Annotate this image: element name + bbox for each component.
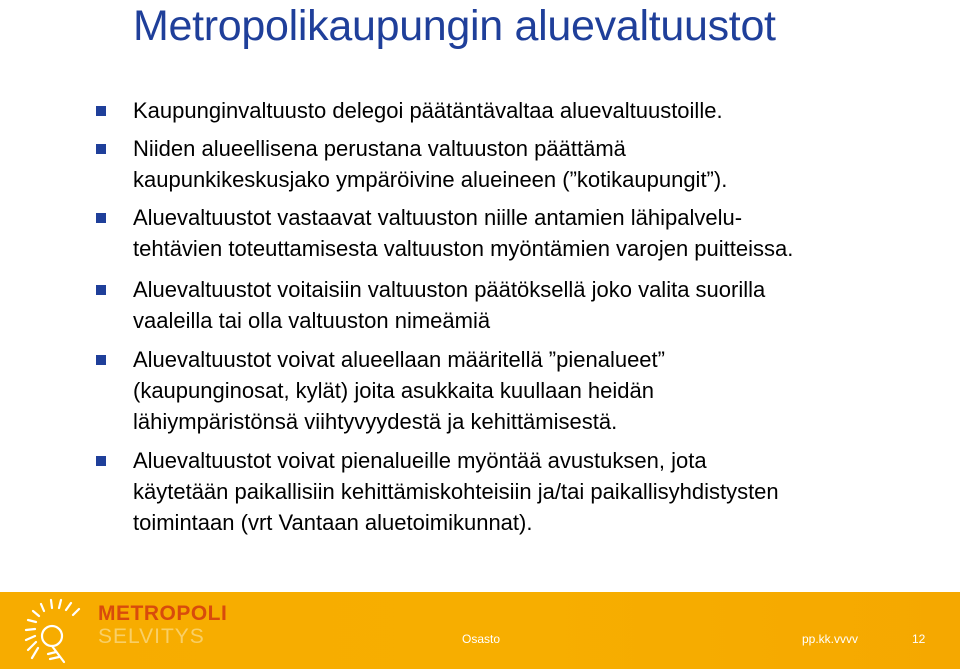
logo-text-selvitys: SELVITYS — [98, 625, 205, 648]
bullet-line: Aluevaltuustot voivat alueellaan määritellä ”pienalueet” — [133, 347, 665, 372]
square-bullet-icon — [96, 285, 106, 295]
slide-title: Metropolikaupungin aluevaltuustot — [133, 2, 776, 50]
footer-bar — [0, 592, 960, 669]
bullet-line: lähiympäristönsä viihtyvyydestä ja kehittämisestä. — [133, 409, 618, 434]
bullet-line: käytetään paikallisiin kehittämiskohteisiin ja/tai paikallisyhdistysten — [133, 479, 779, 504]
bullet-item — [0, 202, 960, 264]
square-bullet-icon — [96, 456, 106, 466]
logo-text-metropoli: METROPOLI — [98, 602, 228, 625]
bullet-line: Aluevaltuustot voivat pienalueille myöntää avustuksen, jota — [133, 448, 707, 473]
square-bullet-icon — [96, 355, 106, 365]
bullet-line: tehtävien toteuttamisesta valtuuston myöntämien varojen puitteissa. — [133, 236, 794, 261]
footer-date: pp.kk.vvvv — [802, 632, 859, 646]
sun-burst-logo-icon — [22, 596, 92, 666]
bullet-line: (kaupunginosat, kylät) joita asukkaita kuullaan heidän — [133, 378, 654, 403]
bullet-line: vaaleilla tai olla valtuuston nimeämiä — [133, 308, 491, 333]
bullet-item — [0, 95, 960, 126]
bullet-list — [0, 95, 960, 538]
square-bullet-icon — [96, 144, 106, 154]
bullet-item — [0, 445, 960, 538]
bullet-item — [0, 344, 960, 437]
square-bullet-icon — [96, 106, 106, 116]
bullet-line: Aluevaltuustot voitaisiin valtuuston päätöksellä joko valita suorilla — [133, 277, 766, 302]
bullet-line: kaupunkikeskusjako ympäröivine alueineen (”kotikaupungit”). — [133, 167, 728, 192]
bullet-line: toimintaan (vrt Vantaan aluetoimikunnat). — [133, 510, 533, 535]
page-number: 12 — [912, 632, 926, 646]
square-bullet-icon — [96, 213, 106, 223]
bullet-line: Kaupunginvaltuusto delegoi päätäntävaltaa aluevaltuustoille. — [133, 98, 723, 123]
footer-department: Osasto — [462, 632, 501, 646]
bullet-item — [0, 133, 960, 195]
bullet-item — [0, 274, 960, 336]
bullet-line: Aluevaltuustot vastaavat valtuuston niille antamien lähipalvelu- — [133, 205, 743, 230]
bullet-line: Niiden alueellisena perustana valtuuston päättämä — [133, 136, 626, 161]
